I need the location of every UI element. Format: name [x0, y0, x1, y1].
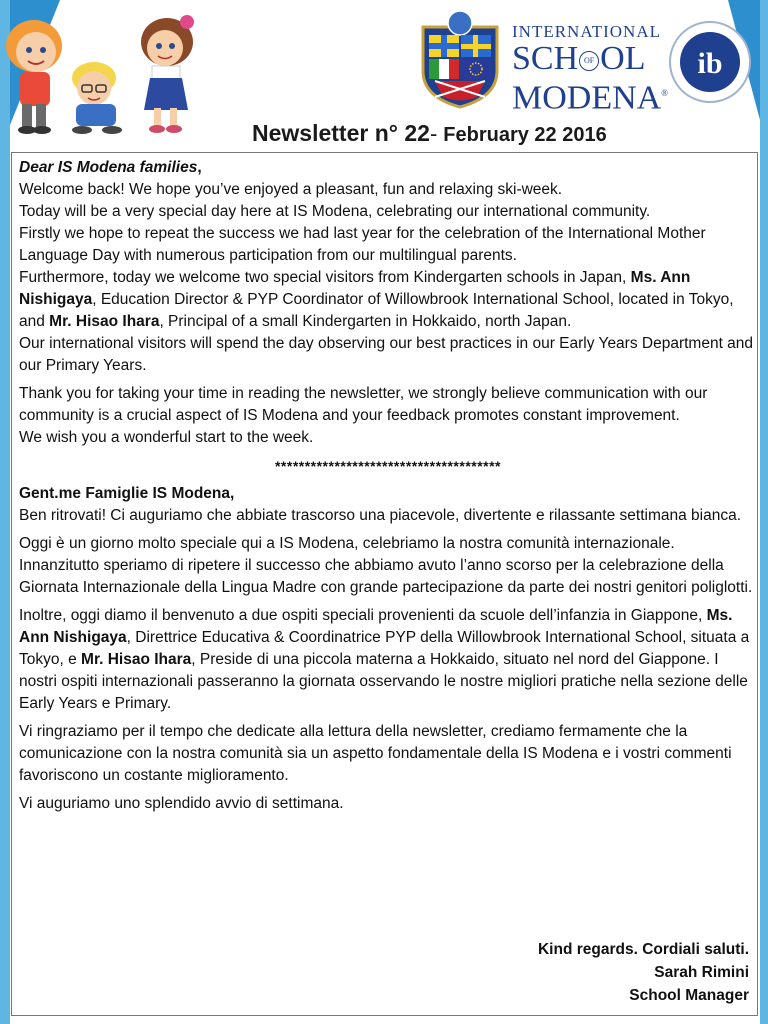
signature-name: Sarah Rimini: [654, 964, 749, 981]
italian-welcome-paragraph: Ben ritrovati! Ci auguriamo che abbiate trascorso una piacevole, divertente e rilassante settimana bianca.: [19, 507, 742, 524]
italian-wish-line: Vi auguriamo uno splendido avvio di settimana.: [19, 795, 344, 812]
newsletter-number: Newsletter n° 22: [252, 120, 430, 146]
school-name-logotype: [512, 22, 669, 117]
left-decorative-stripe: [0, 0, 10, 1024]
newsletter-body: [11, 152, 758, 1016]
title-dash: -: [429, 121, 438, 146]
newsletter-title: [252, 120, 607, 147]
newsletter-date: February 22 2016: [443, 124, 607, 146]
school-name-line3: MODENA: [512, 79, 662, 117]
right-decorative-stripe: [760, 0, 768, 1024]
english-visitors-paragraph: Furthermore, today we welcome two special visitors from Kindergarten schools in Japan, Ms. Ann Nishigaya, Education Director & PYP Coordinator of Willowbrook International School, located in Tokyo, and Mr. Hisao Ihara, Principal of a small Kindergarten in Hokkaido, north Japan.: [19, 269, 734, 330]
boy-left-figure: [6, 20, 62, 134]
ib-logo-text: ib: [697, 47, 723, 80]
english-wish-line: We wish you a wonderful start to the week.: [19, 429, 314, 446]
signature-closing: Kind regards. Cordiali saluti.: [537, 941, 749, 958]
school-name-line2b: OL: [600, 40, 646, 77]
italian-thank-you-paragraph: Vi ringraziamo per il tempo che dedicate alla lettura della newsletter, crediamo fermamente che la comunicazione con la nostra comunità sia un aspetto fondamentale della IS Modena e i vostri commenti favoriscono un costante miglioramento.: [19, 723, 732, 784]
school-name-line1: INTERNATIONAL: [512, 22, 661, 41]
school-name-of-badge: OF: [579, 51, 599, 71]
school-crest-logo: [415, 9, 505, 109]
english-observing-line: Our international visitors will spend the day observing our best practices in our Early Years Department and our Primary Years.: [19, 335, 754, 374]
italian-special-day-paragraph: Oggi è un giorno molto speciale qui a IS Modena, celebriamo la nostra comunità internazionale. Innanzitutto speriamo di ripetere il successo che abbiamo avuto l’anno scorso per la celebrazione della Giornata Internazionale della Lingua Madre con grande partecipazione da parte dei nostri genitori poliglotti.: [19, 535, 753, 596]
registered-mark: ®: [661, 88, 669, 98]
english-salutation: Dear IS Modena families,: [19, 159, 202, 176]
signature-block: [538, 938, 749, 1007]
cartoon-children-illustration: [2, 8, 207, 136]
italian-visitor2-name: Mr. Hisao Ihara: [81, 651, 192, 668]
ib-world-school-logo: [668, 20, 752, 104]
italian-visitors-paragraph: Inoltre, oggi diamo il benvenuto a due ospiti speciali provenienti da scuole dell’infanzia in Giappone, Ms. Ann Nishigaya, Direttrice Educativa & Coordinatrice PYP della Willowbrook International School, situata a Tokyo, e Mr. Hisao Ihara, Preside di una piccola materna a Hokkaido, situato nel nord del Giappone. I nostri ospiti internazionali passeranno la giornata osservando le nostre migliori pratiche nella sezione delle Early Years e Primary.: [19, 607, 750, 712]
school-name-line2a: SCH: [512, 40, 579, 77]
language-separator: **************************************: [274, 458, 502, 474]
italian-salutation: Gent.me Famiglie IS Modena,: [19, 485, 235, 502]
signature-role: School Manager: [629, 987, 749, 1004]
italian-visitor1-name: Ms. Ann Nishigaya: [19, 607, 733, 646]
english-special-day-line: Today will be a very special day here at IS Modena, celebrating our international community.: [19, 203, 651, 220]
visitor1-name: Ms. Ann Nishigaya: [19, 269, 691, 308]
english-mother-language-line: Firstly we hope to repeat the success we had last year for the celebration of the International Mother Language Day with numerous participation from our multilingual parents.: [19, 225, 706, 264]
visitor2-name: Mr. Hisao Ihara: [49, 313, 160, 330]
boy-middle-figure: [72, 62, 122, 134]
english-thank-you-paragraph: Thank you for taking your time in reading the newsletter, we strongly believe communication with our community is a crucial aspect of IS Modena and your feedback promotes constant improvement.: [19, 385, 708, 424]
english-welcome-line: Welcome back! We hope you’ve enjoyed a pleasant, fun and relaxing ski-week.: [19, 181, 563, 198]
girl-right-figure: [141, 15, 194, 133]
